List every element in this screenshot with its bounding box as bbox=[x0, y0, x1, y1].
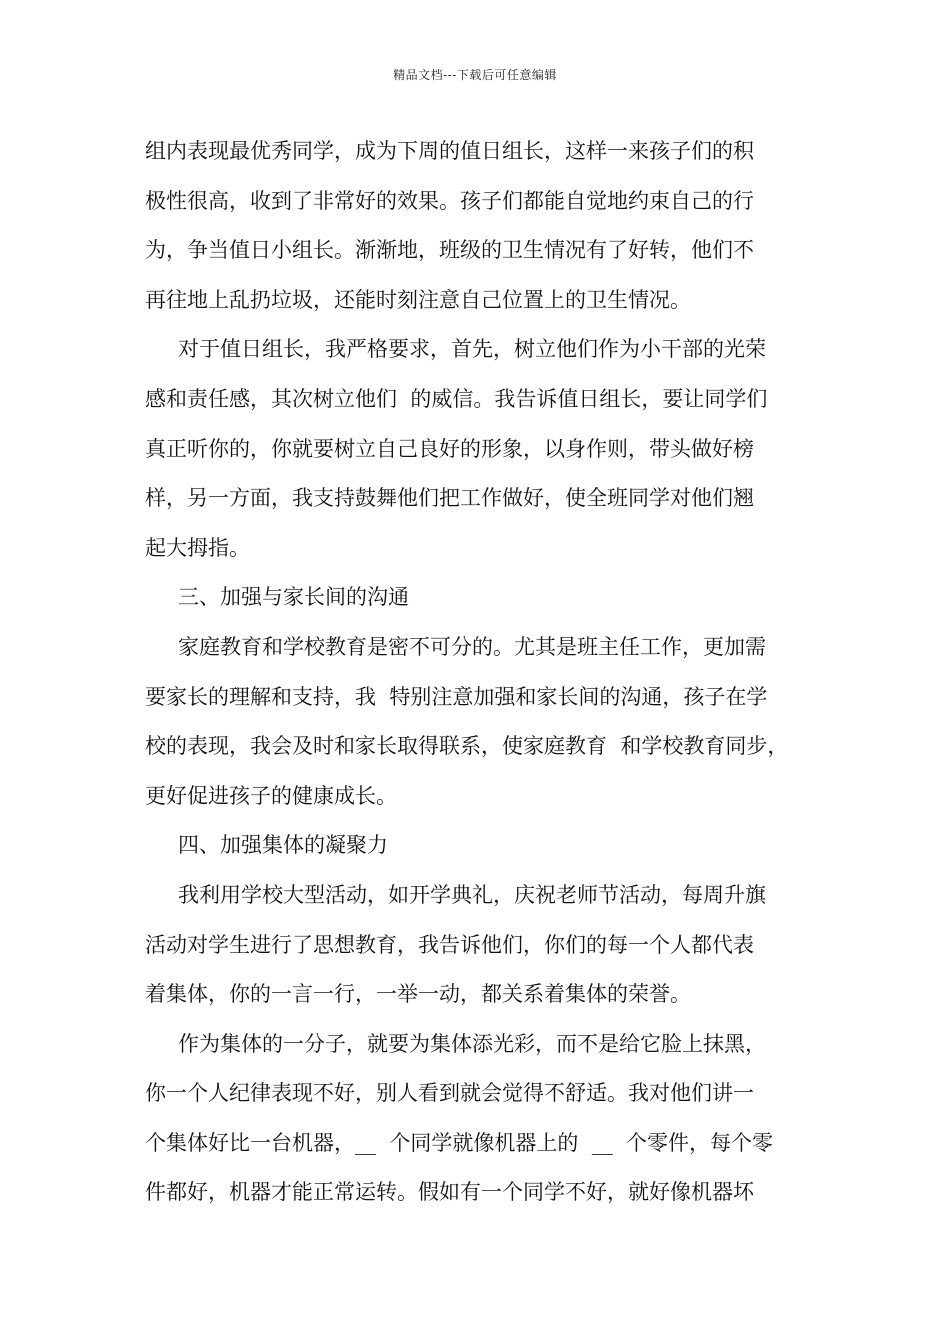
text-line: 校的表现，我会及时和家长取得联系，使家庭教育 和学校教育同步， bbox=[145, 734, 789, 759]
text-line: 样，另一方面，我支持鼓舞他们把工作做好，使全班同学对他们翘 bbox=[145, 486, 754, 511]
text-line: 更好促进孩子的健康成长。 bbox=[145, 783, 397, 808]
text-line: 为，争当值日小组长。渐渐地，班级的卫生情况有了好转，他们不 bbox=[145, 238, 754, 263]
paragraph-first-line: 家庭教育和学校教育是密不可分的。尤其是班主任工作，更加需 bbox=[178, 634, 766, 659]
page-header: 精品文档---下载后可任意编辑 bbox=[393, 68, 557, 82]
text-line: 要家长的理解和支持，我 特别注意加强和家长间的沟通，孩子在学 bbox=[145, 684, 768, 709]
paragraph-first-line: 对于值日组长，我严格要求，首先，树立他们作为小干部的光荣 bbox=[178, 337, 766, 362]
text-line: 着集体，你的一言一行，一举一动，都关系着集体的荣誉。 bbox=[145, 982, 691, 1007]
text-line: 个集体好比一台机器，__ 个同学就像机器上的 __ 个零件，每个零 bbox=[145, 1130, 774, 1155]
text-line: 起大拇指。 bbox=[145, 535, 250, 560]
section-heading: 四、加强集体的凝聚力 bbox=[178, 833, 388, 858]
paragraph-first-line: 我利用学校大型活动，如开学典礼，庆祝老师节活动，每周升旗 bbox=[178, 882, 766, 907]
text-line: 件都好，机器才能正常运转。假如有一个同学不好，就好像机器坏 bbox=[145, 1180, 754, 1205]
text-line: 你一个人纪律表现不好，别人看到就会觉得不舒适。我对他们讲一 bbox=[145, 1081, 754, 1106]
text-line: 感和责任感，其次树立他们 的威信。我告诉值日组长，要让同学们 bbox=[145, 386, 768, 411]
document-body bbox=[145, 127, 820, 1218]
text-line: 极性很高，收到了非常好的效果。孩子们都能自觉地约束自己的行 bbox=[145, 188, 754, 213]
text-line: 活动对学生进行了思想教育，我告诉他们，你们的每一个人都代表 bbox=[145, 932, 754, 957]
text-line: 组内表现最优秀同学，成为下周的值日组长，这样一来孩子们的积 bbox=[145, 139, 754, 163]
section-heading: 三、加强与家长间的沟通 bbox=[178, 585, 409, 610]
paragraph-first-line: 作为集体的一分子，就要为集体添光彩，而不是给它脸上抹黑， bbox=[178, 1031, 766, 1056]
text-line: 真正听你的，你就要树立自己良好的形象，以身作则，带头做好榜 bbox=[145, 436, 754, 461]
text-line: 再往地上乱扔垃圾，还能时刻注意自己位置上的卫生情况。 bbox=[145, 287, 691, 312]
